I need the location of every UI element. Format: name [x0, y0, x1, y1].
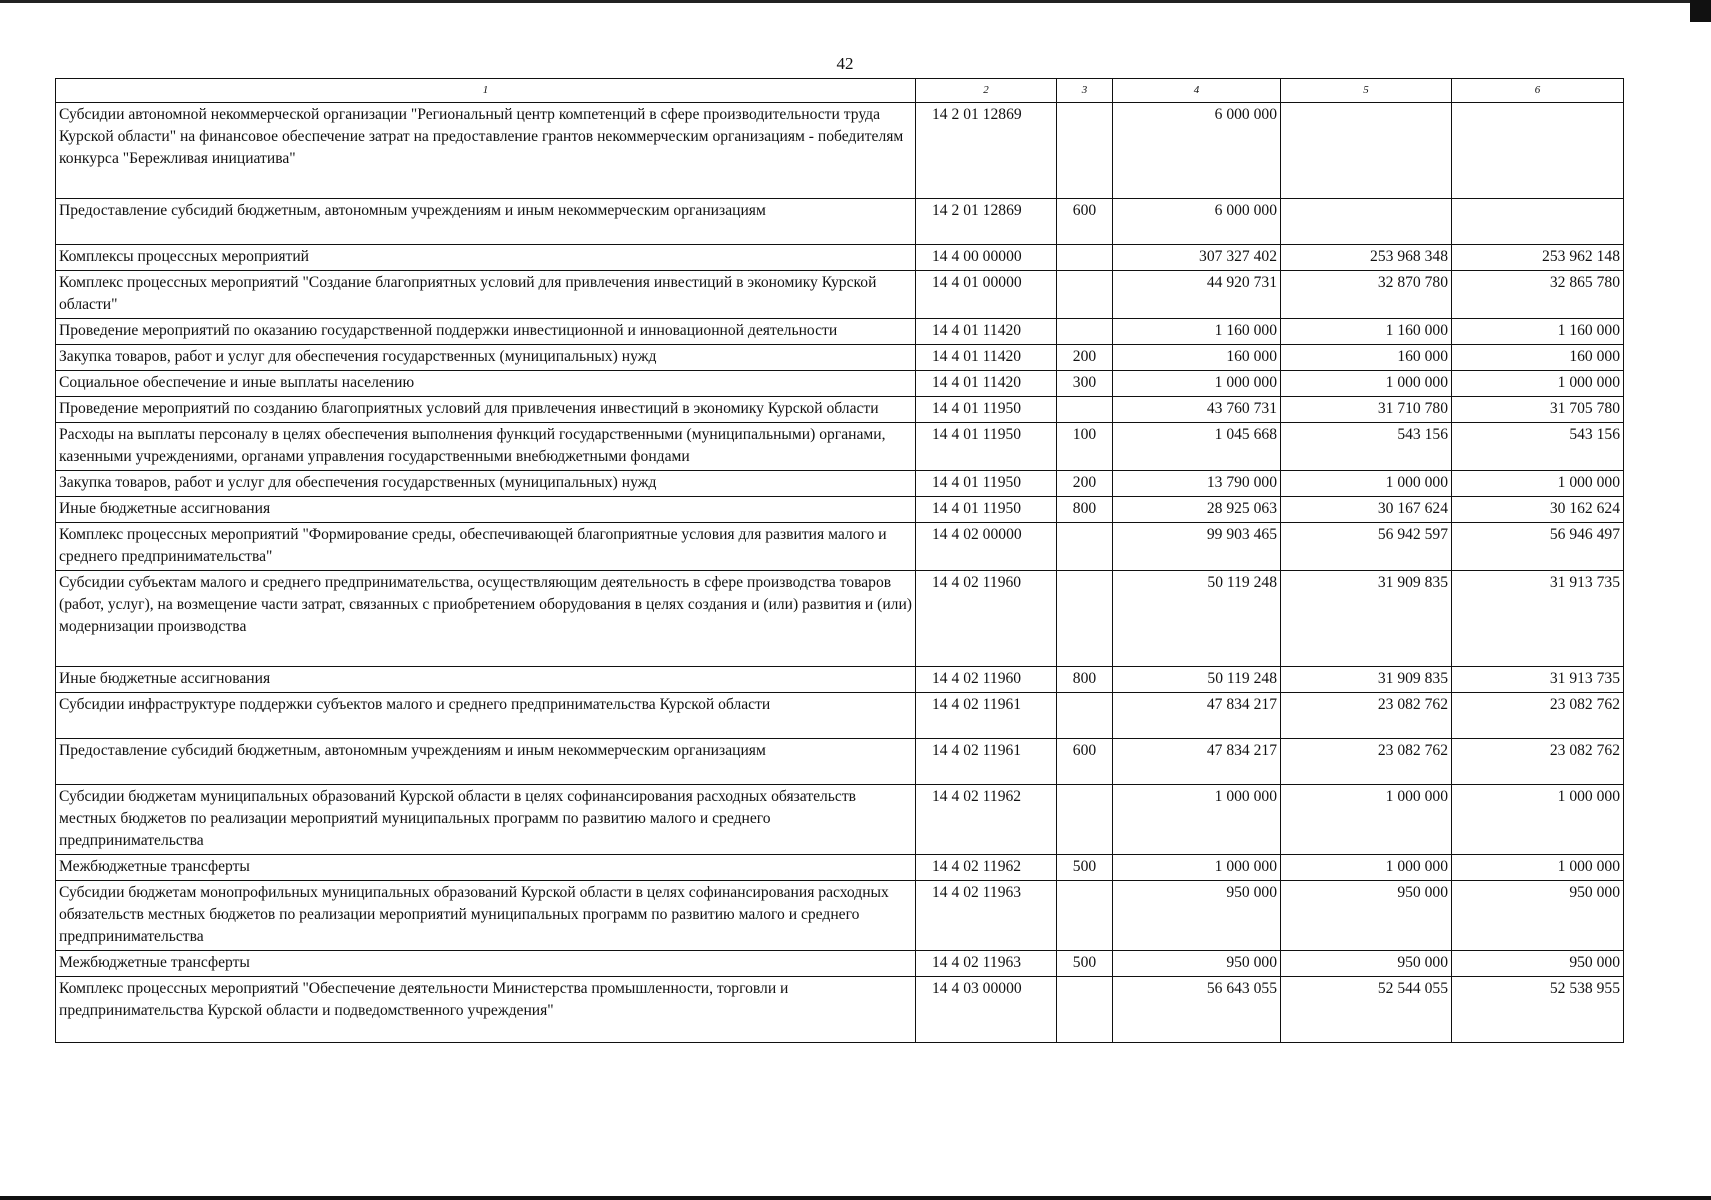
row-amount-col6: 23 082 762 — [1452, 693, 1624, 739]
row-expense-type: 600 — [1057, 199, 1113, 245]
row-amount-col6: 1 000 000 — [1452, 785, 1624, 855]
table-row — [56, 667, 1624, 693]
row-name: Межбюджетные трансферты — [56, 855, 916, 881]
row-name: Иные бюджетные ассигнования — [56, 667, 916, 693]
table-row — [56, 371, 1624, 397]
row-amount-col4: 6 000 000 — [1113, 103, 1281, 199]
row-expense-type — [1057, 271, 1113, 319]
row-expense-type — [1057, 397, 1113, 423]
header-col-4: 4 — [1113, 79, 1281, 103]
row-name: Субсидии бюджетам муниципальных образований Курской области в целях софинансирования расходных обязательств местных бюджетов по реализации мероприятий муниципальных программ по развитию малого и среднего предпринимательства — [56, 785, 916, 855]
row-code: 14 4 01 11420 — [916, 371, 1057, 397]
row-amount-col5: 950 000 — [1281, 951, 1452, 977]
row-name: Иные бюджетные ассигнования — [56, 497, 916, 523]
row-code: 14 4 02 11961 — [916, 739, 1057, 785]
row-code: 14 4 02 11963 — [916, 881, 1057, 951]
row-code: 14 4 00 00000 — [916, 245, 1057, 271]
table-row — [56, 199, 1624, 245]
row-expense-type — [1057, 881, 1113, 951]
header-col-6: 6 — [1452, 79, 1624, 103]
row-amount-col6: 1 000 000 — [1452, 855, 1624, 881]
row-amount-col5: 253 968 348 — [1281, 245, 1452, 271]
row-name: Субсидии субъектам малого и среднего предпринимательства, осуществляющим деятельность в сфере производства товаров (работ, услуг), на возмещение части затрат, связанных с приобретением оборудования в целях создания и (или) развития и (или) модернизации производства — [56, 571, 916, 667]
row-amount-col6: 1 000 000 — [1452, 471, 1624, 497]
row-code: 14 4 03 00000 — [916, 977, 1057, 1043]
row-amount-col4: 13 790 000 — [1113, 471, 1281, 497]
row-code: 14 4 02 11962 — [916, 855, 1057, 881]
row-amount-col5: 23 082 762 — [1281, 739, 1452, 785]
table-row — [56, 345, 1624, 371]
page-number: 42 — [836, 54, 854, 73]
row-expense-type: 500 — [1057, 951, 1113, 977]
table-row — [56, 103, 1624, 199]
table-row — [56, 881, 1624, 951]
row-code: 14 4 02 11962 — [916, 785, 1057, 855]
row-amount-col5: 1 000 000 — [1281, 785, 1452, 855]
row-amount-col5: 31 710 780 — [1281, 397, 1452, 423]
row-expense-type: 800 — [1057, 497, 1113, 523]
row-amount-col4: 28 925 063 — [1113, 497, 1281, 523]
row-amount-col6: 950 000 — [1452, 951, 1624, 977]
row-amount-col6: 32 865 780 — [1452, 271, 1624, 319]
header-row — [56, 79, 1624, 103]
table-row — [56, 397, 1624, 423]
row-amount-col4: 950 000 — [1113, 881, 1281, 951]
row-code: 14 4 02 00000 — [916, 523, 1057, 571]
row-amount-col5: 1 000 000 — [1281, 855, 1452, 881]
row-name: Проведение мероприятий по созданию благоприятных условий для привлечения инвестиций в экономику Курской области — [56, 397, 916, 423]
table-row — [56, 423, 1624, 471]
row-amount-col5: 160 000 — [1281, 345, 1452, 371]
row-code: 14 4 02 11961 — [916, 693, 1057, 739]
row-expense-type: 200 — [1057, 471, 1113, 497]
row-name: Субсидии бюджетам монопрофильных муниципальных образований Курской области в целях софинансирования расходных обязательств местных бюджетов по реализации мероприятий муниципальных программ по развитию малого и среднего предпринимательства — [56, 881, 916, 951]
row-expense-type — [1057, 245, 1113, 271]
row-code: 14 2 01 12869 — [916, 103, 1057, 199]
row-code: 14 4 01 11420 — [916, 319, 1057, 345]
row-amount-col4: 56 643 055 — [1113, 977, 1281, 1043]
row-name: Расходы на выплаты персоналу в целях обеспечения выполнения функций государственными (муниципальными) органами, казенными учреждениями, органами управления государственными внебюджетными фондами — [56, 423, 916, 471]
row-amount-col6 — [1452, 199, 1624, 245]
header-col-3: 3 — [1057, 79, 1113, 103]
table-row — [56, 523, 1624, 571]
row-amount-col4: 50 119 248 — [1113, 571, 1281, 667]
row-amount-col4: 43 760 731 — [1113, 397, 1281, 423]
page-bottom-edge — [0, 1196, 1711, 1200]
row-amount-col6: 23 082 762 — [1452, 739, 1624, 785]
table-row — [56, 245, 1624, 271]
row-amount-col6: 52 538 955 — [1452, 977, 1624, 1043]
table-row — [56, 977, 1624, 1043]
row-expense-type: 800 — [1057, 667, 1113, 693]
row-expense-type: 200 — [1057, 345, 1113, 371]
row-expense-type: 100 — [1057, 423, 1113, 471]
row-name: Предоставление субсидий бюджетным, автономным учреждениям и иным некоммерческим организациям — [56, 739, 916, 785]
row-amount-col4: 950 000 — [1113, 951, 1281, 977]
row-expense-type — [1057, 693, 1113, 739]
row-expense-type: 600 — [1057, 739, 1113, 785]
row-name: Комплекс процессных мероприятий "Формирование среды, обеспечивающей благоприятные условия для развития малого и среднего предпринимательства" — [56, 523, 916, 571]
row-amount-col5 — [1281, 199, 1452, 245]
row-expense-type: 500 — [1057, 855, 1113, 881]
header-col-5: 5 — [1281, 79, 1452, 103]
row-code: 14 4 02 11963 — [916, 951, 1057, 977]
row-amount-col6: 950 000 — [1452, 881, 1624, 951]
row-amount-col4: 50 119 248 — [1113, 667, 1281, 693]
row-amount-col6: 31 913 735 — [1452, 667, 1624, 693]
row-expense-type: 300 — [1057, 371, 1113, 397]
row-amount-col5: 23 082 762 — [1281, 693, 1452, 739]
row-code: 14 4 02 11960 — [916, 667, 1057, 693]
row-amount-col4: 47 834 217 — [1113, 693, 1281, 739]
row-name: Социальное обеспечение и иные выплаты населению — [56, 371, 916, 397]
row-amount-col6: 31 913 735 — [1452, 571, 1624, 667]
row-amount-col5: 1 000 000 — [1281, 471, 1452, 497]
row-name: Комплекс процессных мероприятий "Создание благоприятных условий для привлечения инвестиций в экономику Курской области" — [56, 271, 916, 319]
row-amount-col4: 6 000 000 — [1113, 199, 1281, 245]
table-row — [56, 271, 1624, 319]
row-amount-col6: 30 162 624 — [1452, 497, 1624, 523]
table-row — [56, 785, 1624, 855]
row-amount-col6: 56 946 497 — [1452, 523, 1624, 571]
row-code: 14 2 01 12869 — [916, 199, 1057, 245]
row-code: 14 4 01 11950 — [916, 397, 1057, 423]
row-amount-col5: 1 000 000 — [1281, 371, 1452, 397]
row-amount-col6: 253 962 148 — [1452, 245, 1624, 271]
row-amount-col6: 543 156 — [1452, 423, 1624, 471]
row-code: 14 4 01 11950 — [916, 471, 1057, 497]
row-expense-type — [1057, 103, 1113, 199]
row-expense-type — [1057, 785, 1113, 855]
table-row — [56, 497, 1624, 523]
row-amount-col4: 99 903 465 — [1113, 523, 1281, 571]
row-code: 14 4 01 00000 — [916, 271, 1057, 319]
row-amount-col4: 1 000 000 — [1113, 785, 1281, 855]
row-name: Проведение мероприятий по оказанию государственной поддержки инвестиционной и инновационной деятельности — [56, 319, 916, 345]
page-top-edge — [0, 0, 1711, 3]
row-amount-col5: 52 544 055 — [1281, 977, 1452, 1043]
row-amount-col4: 307 327 402 — [1113, 245, 1281, 271]
table-row — [56, 855, 1624, 881]
row-amount-col4: 1 000 000 — [1113, 371, 1281, 397]
row-amount-col4: 1 160 000 — [1113, 319, 1281, 345]
table-row — [56, 571, 1624, 667]
row-amount-col5: 32 870 780 — [1281, 271, 1452, 319]
budget-table — [55, 78, 1624, 1043]
row-amount-col4: 160 000 — [1113, 345, 1281, 371]
row-amount-col5: 543 156 — [1281, 423, 1452, 471]
row-amount-col5: 31 909 835 — [1281, 571, 1452, 667]
row-expense-type — [1057, 319, 1113, 345]
row-amount-col5: 30 167 624 — [1281, 497, 1452, 523]
table-row — [56, 951, 1624, 977]
row-name: Комплексы процессных мероприятий — [56, 245, 916, 271]
row-code: 14 4 01 11950 — [916, 423, 1057, 471]
row-name: Комплекс процессных мероприятий "Обеспечение деятельности Министерства промышленности, торговли и предпринимательства Курской области и подведомственного учреждения" — [56, 977, 916, 1043]
row-name: Предоставление субсидий бюджетным, автономным учреждениям и иным некоммерческим организациям — [56, 199, 916, 245]
row-expense-type — [1057, 523, 1113, 571]
row-amount-col6: 160 000 — [1452, 345, 1624, 371]
header-col-2: 2 — [916, 79, 1057, 103]
row-amount-col4: 47 834 217 — [1113, 739, 1281, 785]
scan-corner-mark — [1690, 0, 1711, 22]
row-code: 14 4 01 11950 — [916, 497, 1057, 523]
row-amount-col4: 1 000 000 — [1113, 855, 1281, 881]
row-amount-col5 — [1281, 103, 1452, 199]
row-code: 14 4 01 11420 — [916, 345, 1057, 371]
row-expense-type — [1057, 977, 1113, 1043]
row-amount-col4: 44 920 731 — [1113, 271, 1281, 319]
table-row — [56, 471, 1624, 497]
row-amount-col5: 950 000 — [1281, 881, 1452, 951]
row-name: Субсидии автономной некоммерческой организации "Региональный центр компетенций в сфере производительности труда Курской области" на финансовое обеспечение затрат на предоставление грантов некоммерческим организациям - победителям конкурса "Бережливая инициатива" — [56, 103, 916, 199]
row-name: Субсидии инфраструктуре поддержки субъектов малого и среднего предпринимательства Курской области — [56, 693, 916, 739]
row-amount-col6: 1 160 000 — [1452, 319, 1624, 345]
table-row — [56, 739, 1624, 785]
row-code: 14 4 02 11960 — [916, 571, 1057, 667]
row-name: Межбюджетные трансферты — [56, 951, 916, 977]
row-amount-col5: 31 909 835 — [1281, 667, 1452, 693]
table-row — [56, 693, 1624, 739]
row-amount-col4: 1 045 668 — [1113, 423, 1281, 471]
table-row — [56, 319, 1624, 345]
budget-table-container — [55, 78, 1623, 1043]
row-name: Закупка товаров, работ и услуг для обеспечения государственных (муниципальных) нужд — [56, 471, 916, 497]
row-name: Закупка товаров, работ и услуг для обеспечения государственных (муниципальных) нужд — [56, 345, 916, 371]
row-amount-col6: 1 000 000 — [1452, 371, 1624, 397]
header-col-1: 1 — [56, 79, 916, 103]
row-amount-col5: 56 942 597 — [1281, 523, 1452, 571]
row-amount-col6 — [1452, 103, 1624, 199]
row-amount-col5: 1 160 000 — [1281, 319, 1452, 345]
row-amount-col6: 31 705 780 — [1452, 397, 1624, 423]
row-expense-type — [1057, 571, 1113, 667]
